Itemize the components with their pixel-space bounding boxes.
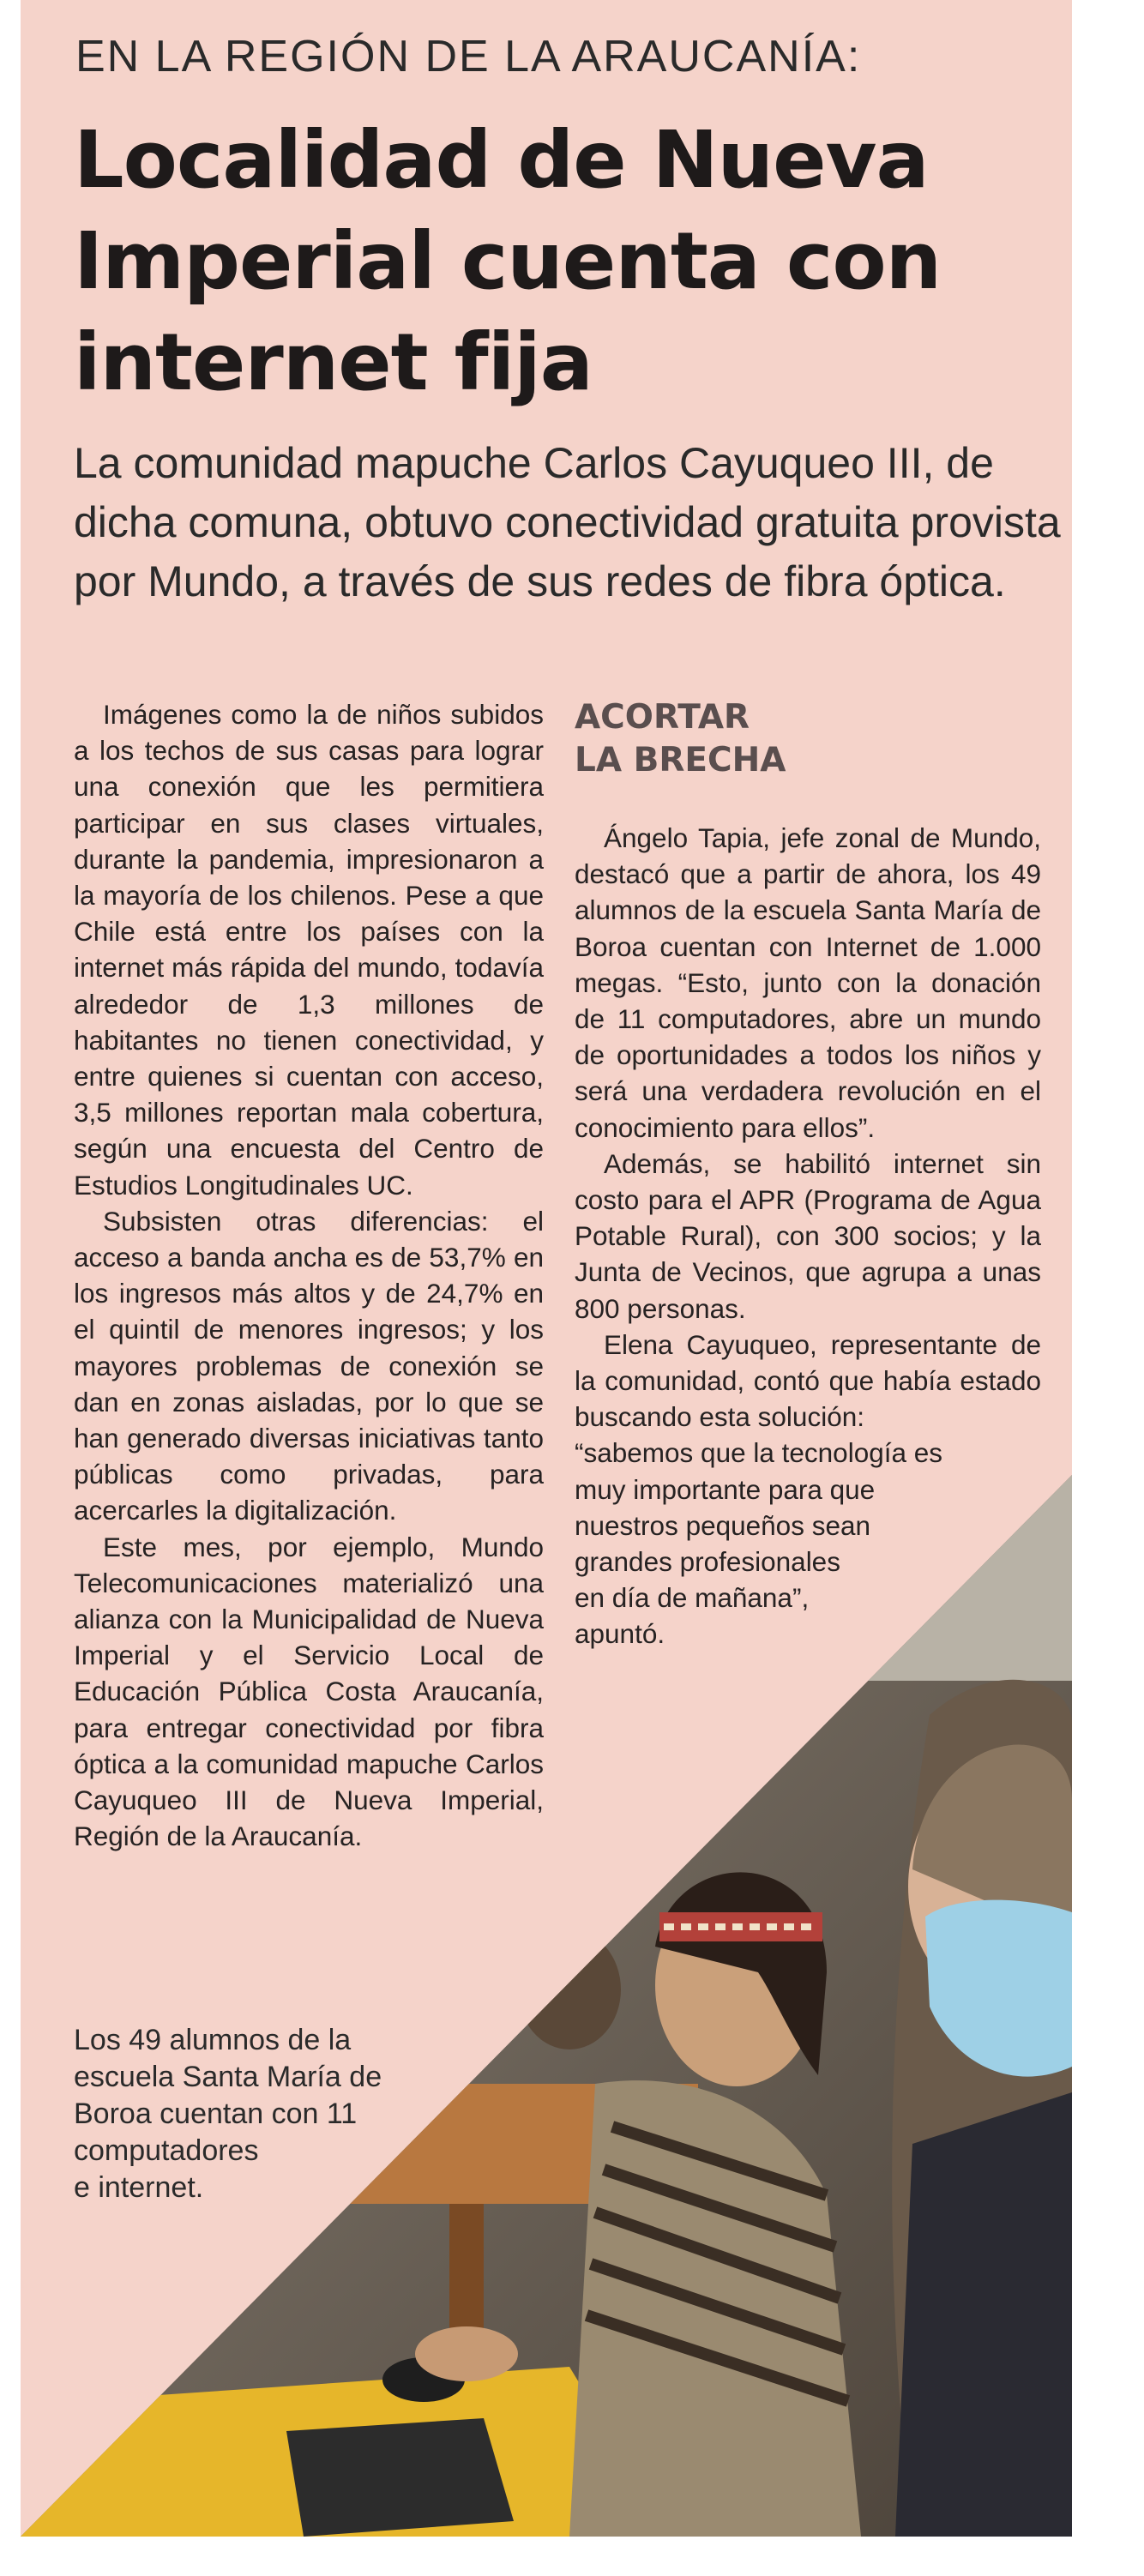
paragraph: Ángelo Tapia, jefe zonal de Mundo, destacó que a partir de ahora, los 49 alumnos de la escuela Santa María de Boroa cuentan con Internet de 1.000 megas. “Esto, junto con la donación de 11 computadores, abre un mundo de oportunidades a todos los niños y será una verdadera revolución en el conocimiento para ellos”. (575, 822, 1041, 1143)
paragraph: Imágenes como la de niños subidos a los techos de sus casas para lograr una conexión que les permitiera participar en sus clases virtuales, durante la pandemia, impresionaron a la mayoría de los chilenos. Pese a que Chile está entre los países con la internet más rápida del mundo, todavía alrededor de 1,3 millones de habitantes no tienen conectividad, y entre quienes si cuentan con acceso, 3,5 millones reportan mala cobertura, según una encuesta del Centro de Estudios Longitudinales UC. (74, 699, 544, 1201)
quote-line: muy importante para que (575, 1473, 876, 1505)
section-heading (575, 696, 1041, 782)
headline: Localidad de Nueva Imperial cuenta con internet fija (74, 114, 942, 408)
quote (575, 1435, 1041, 1652)
caption-line: Boroa cuentan con 11 (74, 2098, 358, 2130)
caption-line: Los 49 alumnos de la (74, 2024, 352, 2056)
paragraph: Subsisten otras diferencias: el acceso a banda ancha es de 53,7% en los ingresos más altos y de 24,7% en el quintil de menores ingresos; y los mayores problemas de conexión se dan en zonas aisladas, por lo que se han generado diversas iniciativas tanto públicas como privadas, para acercarles la digitalización. (74, 1205, 544, 1526)
quote-line: grandes profesionales (575, 1546, 840, 1578)
kicker: EN LA REGIÓN DE LA ARAUCANÍA: (75, 32, 862, 81)
quote-line: “sabemos que la tecnología es (575, 1437, 943, 1469)
newspaper-page (21, 0, 1072, 2537)
quote-line: nuestros pequeños sean (575, 1509, 871, 1541)
paragraph: Este mes, por ejemplo, Mundo Telecomunicaciones materializó una alianza con la Municipalidad de Nueva Imperial y el Servicio Local de Educación Pública Costa Araucanía, para entregar conectividad por fibra óptica a la comunidad mapuche Carlos Cayuqueo III de Nueva Imperial, Región de la Araucanía. (74, 1531, 544, 1852)
caption-line: e internet. (74, 2171, 204, 2204)
subhead: La comunidad mapuche Carlos Cayuqueo III, de dicha comuna, obtuvo conectividad gratuita provista por Mundo, a través de sus redes de fibra óptica. (74, 439, 1061, 605)
quote-line: en día de mañana”, (575, 1582, 810, 1614)
section-heading-line: ACORTAR (575, 698, 750, 737)
right-body (575, 820, 1041, 1652)
paragraph: Elena Cayuqueo, representante de la comunidad, contó que había estado buscando esta solución: (575, 1328, 1041, 1433)
left-column (74, 696, 544, 1855)
caption-line: computadores (74, 2134, 259, 2167)
right-column (575, 696, 1041, 1652)
quote-line: apuntó. (575, 1618, 665, 1650)
paragraph: Además, se habilitó internet sin costo para el APR (Programa de Agua Potable Rural), con 300 socios; y la Junta de Vecinos, que agrupa a unas 800 personas. (575, 1147, 1041, 1324)
section-heading-line: LA BRECHA (575, 741, 786, 779)
photo-caption (74, 2022, 443, 2206)
caption-line: escuela Santa María de (74, 2061, 382, 2093)
